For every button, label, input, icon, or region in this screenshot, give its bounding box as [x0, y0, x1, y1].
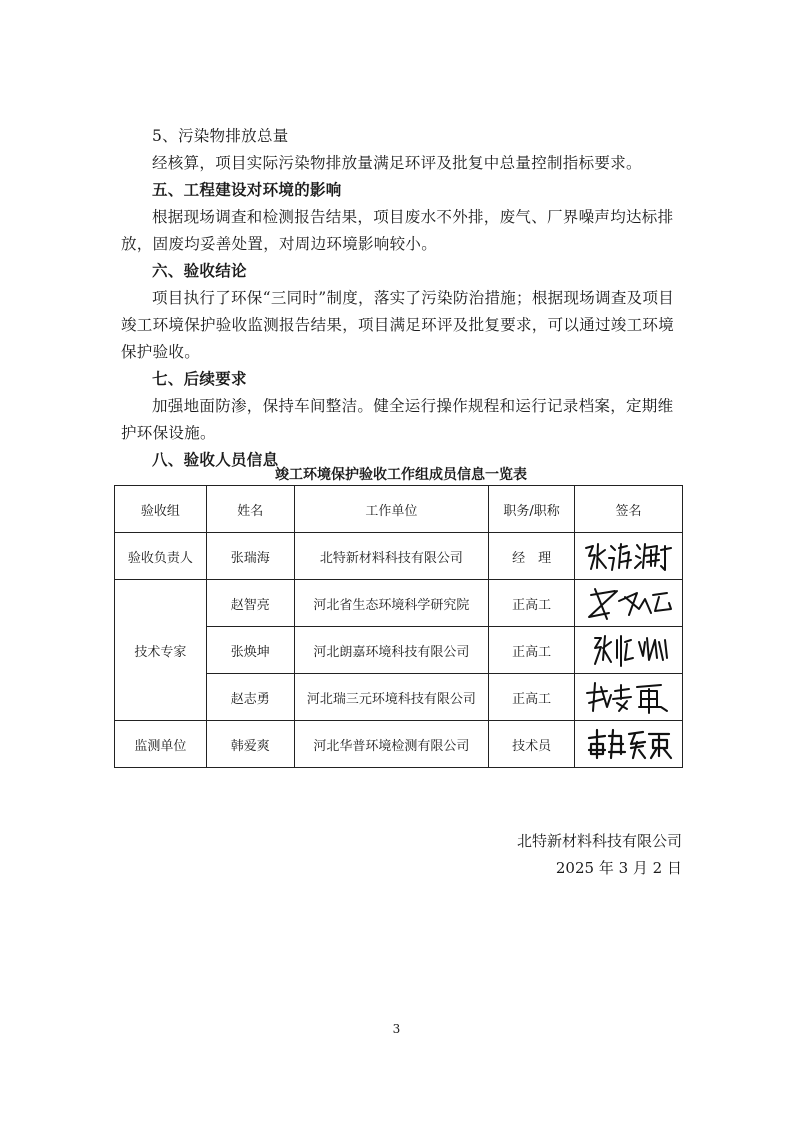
signature-cell	[575, 533, 683, 580]
page-number: 3	[392, 1022, 401, 1036]
section-eight-heading: 八、验收人员信息	[152, 451, 279, 469]
title-cell: 正高工	[489, 627, 575, 674]
title-cell: 经 理	[489, 533, 575, 580]
handwritten-signature	[581, 536, 677, 576]
unit-cell: 河北华普环境检测有限公司	[294, 721, 488, 768]
group-cell: 技术专家	[115, 580, 207, 721]
unit-cell: 河北省生态环境科学研究院	[294, 580, 488, 627]
unit-cell: 北特新材料科技有限公司	[294, 533, 488, 580]
footer-company: 北特新材料科技有限公司	[516, 832, 682, 850]
members-table	[114, 485, 683, 768]
signature-cell	[575, 674, 683, 721]
body-text	[121, 123, 681, 474]
handwritten-signature	[581, 630, 677, 670]
title-cell: 正高工	[489, 580, 575, 627]
name-cell: 赵志勇	[206, 674, 294, 721]
section-six-text: 项目执行了环保“三同时”制度，落实了污染防治措施；根据现场调查及项目竣工环境保护验收监测报告结果，项目满足环评及批复要求，可以通过竣工环境保护验收。	[121, 289, 675, 361]
handwritten-signature	[581, 724, 677, 764]
section-five-heading: 五、工程建设对环境的影响	[152, 181, 342, 199]
header-group: 验收组	[115, 486, 207, 533]
name-cell: 赵智亮	[206, 580, 294, 627]
signature-cell	[575, 627, 683, 674]
handwritten-signature	[581, 583, 677, 623]
name-cell: 韩爱爽	[206, 721, 294, 768]
group-cell: 验收负责人	[115, 533, 207, 580]
table-row	[115, 533, 683, 580]
title-cell: 技术员	[489, 721, 575, 768]
footer-date: 2025 年 3 月 2 日	[555, 859, 682, 877]
header-signature: 签名	[575, 486, 683, 533]
table-header-row	[115, 486, 683, 533]
name-cell: 张焕坤	[206, 627, 294, 674]
signature-cell	[575, 721, 683, 768]
section-5-text: 经核算，项目实际污染物排放量满足环评及批复中总量控制指标要求。	[152, 154, 642, 172]
section-seven-heading: 七、后续要求	[152, 370, 247, 388]
unit-cell: 河北朗嘉环境科技有限公司	[294, 627, 488, 674]
table-row	[115, 721, 683, 768]
section-seven-text: 加强地面防渗，保持车间整洁。健全运行操作规程和运行记录档案，定期维护环保设施。	[121, 397, 674, 442]
header-unit: 工作单位	[294, 486, 488, 533]
section-five-text: 根据现场调查和检测报告结果，项目废水不外排，废气、厂界噪声均达标排放，固废均妥善处置，对周边环境影响较小。	[121, 208, 674, 253]
group-cell: 监测单位	[115, 721, 207, 768]
handwritten-signature	[581, 677, 677, 717]
table-row	[115, 580, 683, 627]
title-cell: 正高工	[489, 674, 575, 721]
header-title: 职务/职称	[489, 486, 575, 533]
name-cell: 张瑞海	[206, 533, 294, 580]
table-title: 竣工环境保护验收工作组成员信息一览表	[275, 467, 527, 483]
header-name: 姓名	[206, 486, 294, 533]
section-5-heading: 5、污染物排放总量	[152, 127, 289, 145]
unit-cell: 河北瑞三元环境科技有限公司	[294, 674, 488, 721]
signature-cell	[575, 580, 683, 627]
section-six-heading: 六、验收结论	[152, 262, 247, 280]
